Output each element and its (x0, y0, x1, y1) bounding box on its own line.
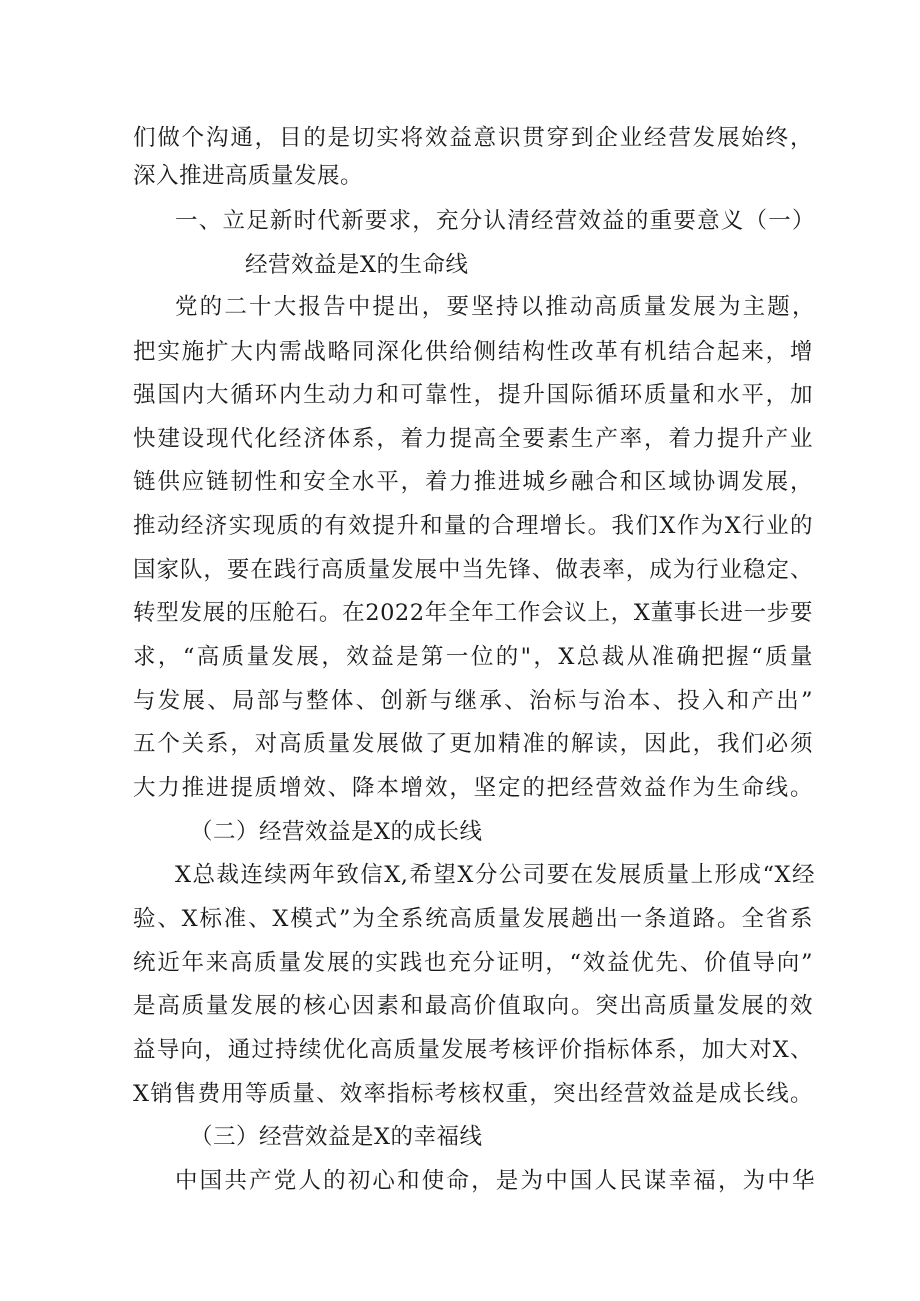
paragraph-line: X销售费用等质量、效率指标考核权重，突出经营效益是成长线。 (133, 1081, 813, 1107)
subsection-heading: 经营效益是X的生命线 (245, 252, 469, 278)
paragraph-line: 转型发展的压舱石。在2022年全年工作会议上，X董事长进一步要 (133, 600, 813, 626)
paragraph-line: 验、X标准、X模式”为全系统高质量发展趟出一条道路。全省系 (133, 906, 813, 932)
paragraph-line: 党的二十大报告中提出，要坚持以推动高质量发展为主题， (175, 294, 815, 320)
paragraph-line: 与发展、局部与整体、创新与继承、治标与治本、投入和产出” (133, 688, 813, 714)
section-heading: 一、立足新时代新要求，充分认清经营效益的重要意义（一） (175, 208, 815, 234)
paragraph-line: 快建设现代化经济体系，着力提高全要素生产率，着力提升产业 (133, 426, 813, 452)
paragraph-line: 统近年来高质量发展的实践也充分证明，“效益优先、价值导向” (133, 950, 813, 976)
paragraph-line: 把实施扩大内需战略同深化供给侧结构性改革有机结合起来，增 (133, 339, 813, 365)
paragraph-line: 是高质量发展的核心因素和最高价值取向。突出高质量发展的效 (133, 993, 813, 1019)
subsection-heading: （二）经营效益是X的成长线 (190, 819, 483, 845)
paragraph-line: 五个关系，对高质量发展做了更加精准的解读，因此，我们必须 (133, 731, 813, 757)
paragraph-line: 链供应链韧性和安全水平，着力推进城乡融合和区域协调发展， (133, 469, 813, 495)
subsection-heading: （三）经营效益是X的幸福线 (190, 1124, 483, 1150)
paragraph-line: 推动经济实现质的有效提升和量的合理增长。我们X作为X行业的 (133, 513, 813, 539)
paragraph-line: 益导向，通过持续优化高质量发展考核评价指标体系，加大对X、 (133, 1037, 813, 1063)
paragraph-line: 深入推进高质量发展。 (133, 163, 364, 189)
paragraph-line: 求，“高质量发展，效益是第一位的"，X总裁从准确把握“质量 (133, 644, 813, 670)
paragraph-line: 中国共产党人的初心和使命，是为中国人民谋幸福，为中华 (175, 1168, 815, 1194)
paragraph-line: 强国内大循环内生动力和可靠性，提升国际循环质量和水平，加 (133, 382, 813, 408)
paragraph-line: X总裁连续两年致信X,希望X分公司要在发展质量上形成“X经 (175, 862, 815, 888)
paragraph-line: 国家队，要在践行高质量发展中当先锋、做表率，成为行业稳定、 (133, 557, 813, 583)
paragraph-line: 们做个沟通，目的是切实将效益意识贯穿到企业经营发展始终， (133, 125, 813, 151)
paragraph-line: 大力推进提质增效、降本增效，坚定的把经营效益作为生命线。 (133, 775, 813, 801)
